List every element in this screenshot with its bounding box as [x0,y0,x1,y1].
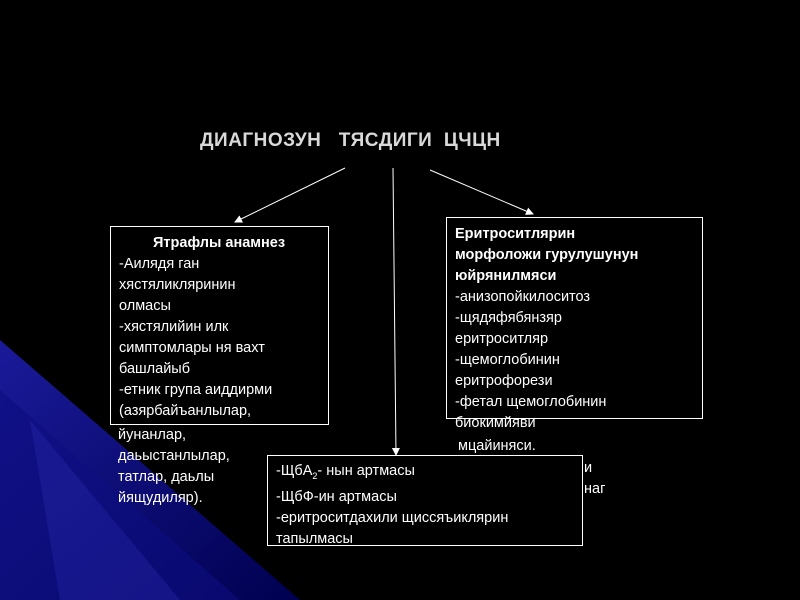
morphology-box [446,217,703,431]
hba2-prefix: -ЩбА [276,463,313,479]
morphology-line: -фетал щемоглобинин [455,394,607,410]
hemoglobin-line [276,461,574,487]
morphology-line: еритроситляр [455,331,549,347]
anamnesis-line: хястяликляринин [119,277,236,293]
morphology-last-line: мцайиняси. [458,438,536,454]
hemoglobin-line: -ЩбФ-ин артмасы [276,488,397,505]
diagram-title: ДИАГНОЗУН ТЯСДИГИ ЦЧЦН [200,130,501,151]
anamnesis-overflow-line: йунанлар, [118,427,187,443]
anamnesis-overflow-line: йящудиляр). [118,490,203,506]
morphology-header: юйрянилмяси [455,268,557,284]
anamnesis-line: (азярбайъанлылар, [119,403,252,419]
anamnesis-line: -етник група аиддирми [119,382,273,398]
hemoglobin-line: -еритроситдахили щиссяъиклярин [276,509,509,526]
anamnesis-line: -Аилядя ган [119,256,200,272]
anamnesis-line: башлайыб [119,361,191,377]
anamnesis-overflow-line: татлар, даьлы [118,469,215,485]
anamnesis-line: симптомлары ня вахт [119,340,265,356]
morphology-line: -щемоглобинин [455,352,560,368]
anamnesis-overflow-line: даьыстанлылар, [118,448,230,464]
arrow-to-right-box [430,170,533,214]
anamnesis-box [110,226,329,425]
morphology-overflow-line: и [584,460,593,476]
anamnesis-header: Ятрафлы анамнез [153,235,286,251]
morphology-line: еритрофорези [455,373,553,389]
morphology-overflow-line: наг [584,481,606,497]
anamnesis-overflow-text [118,425,230,509]
hba2-subscript: 2 [312,470,318,481]
morphology-header: Еритроситлярин [455,226,576,242]
arrow-to-left-box [235,168,345,222]
hba2-suffix: - нын артмасы [317,463,415,479]
morphology-line: -щядяфябянзяр [455,310,562,326]
morphology-line: биокимйяви [455,415,536,431]
morphology-line: -анизопойкилоситоз [455,289,591,305]
hemoglobin-line: тапылмасы [276,530,353,547]
morphology-overflow-text [584,458,605,500]
morphology-header: морфоложи гурулушунун [455,247,639,263]
anamnesis-line: олмасы [119,298,171,314]
arrow-to-bottom-box [393,168,396,455]
hemoglobin-box [267,455,583,546]
anamnesis-line: -хястялийин илк [119,319,229,335]
